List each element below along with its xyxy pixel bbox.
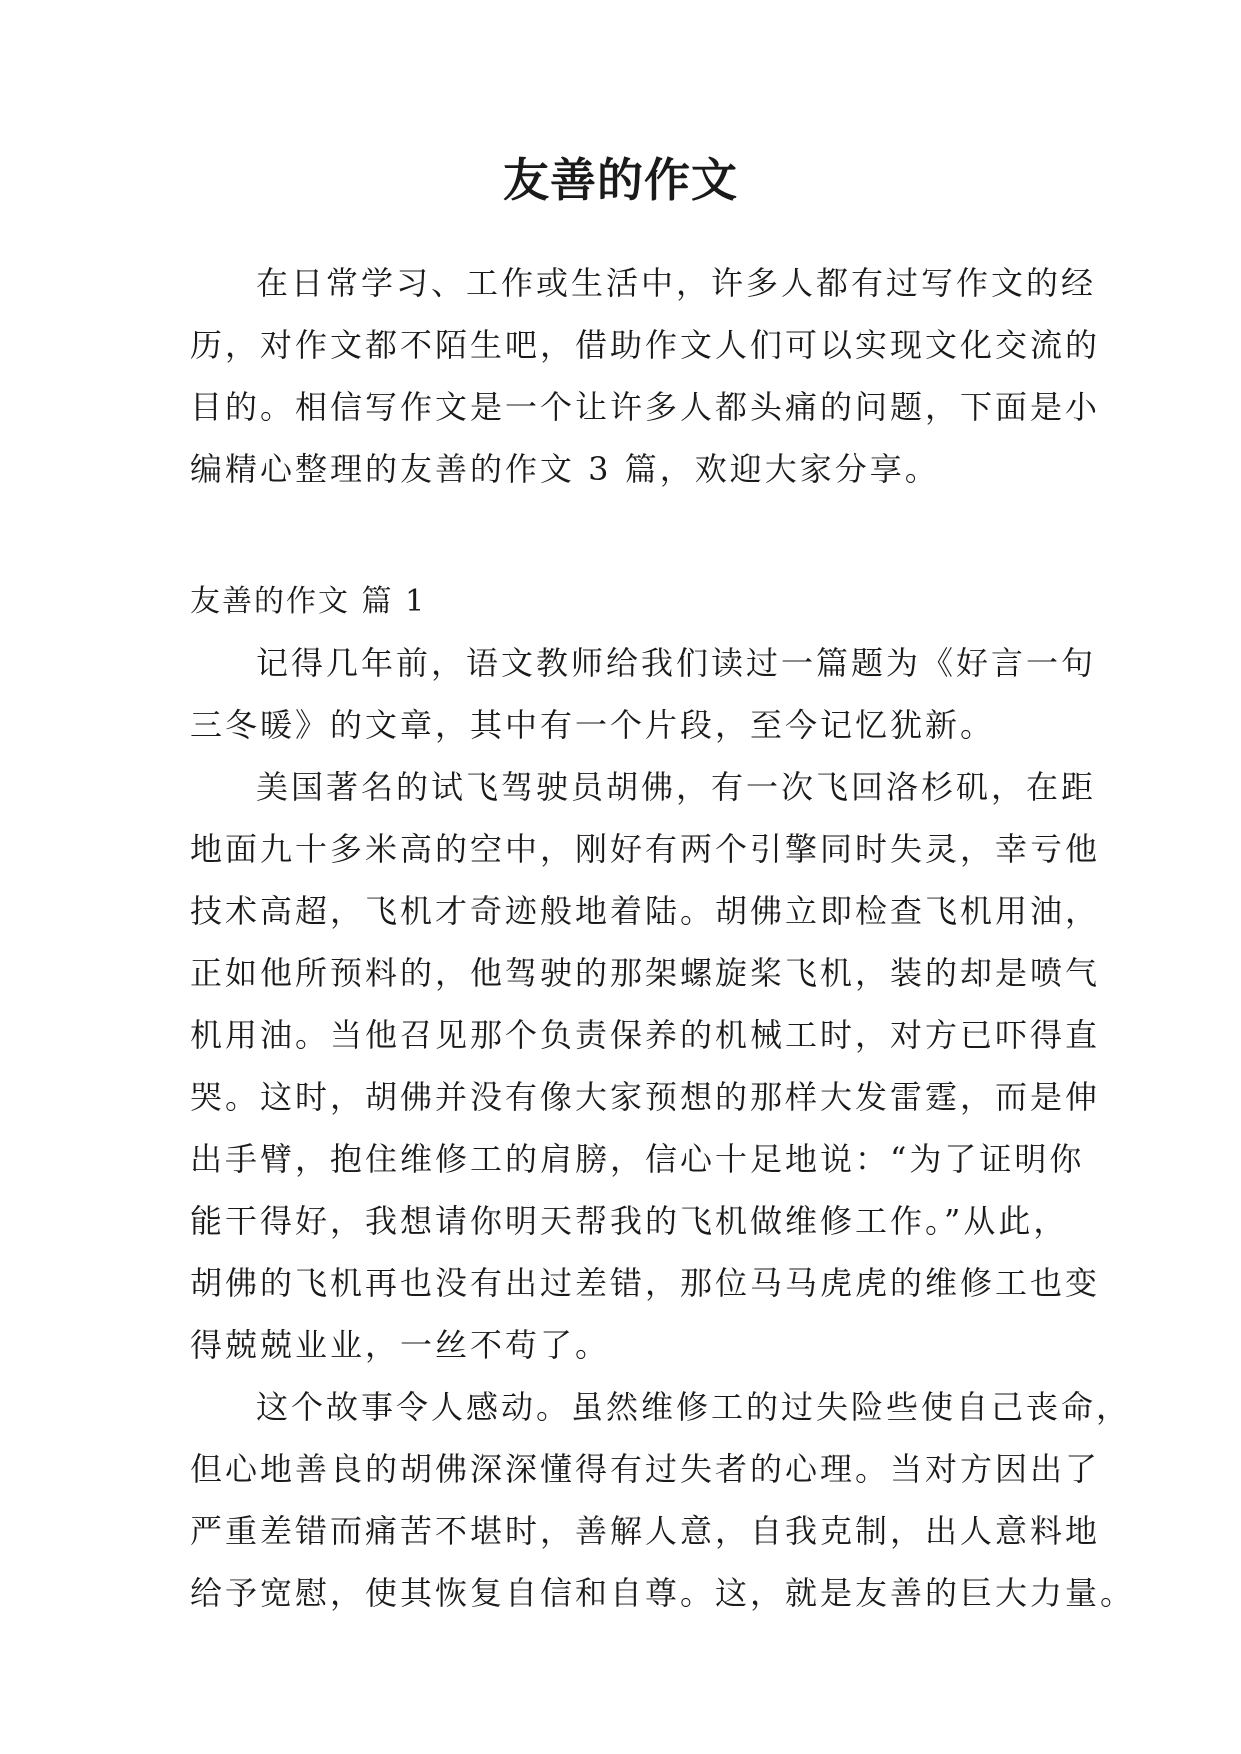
paragraph-line: 美国著名的试飞驾驶员胡佛，有一次飞回洛杉矶，在距 — [256, 768, 1097, 806]
paragraph-line: 正如他所预料的，他驾驶的那架螺旋桨飞机，装的却是喷气 — [190, 954, 1101, 992]
body-paragraph-3 — [190, 1376, 1136, 1624]
paragraph-line: 这个故事令人感动。虽然维修工的过失险些使自己丧命， — [256, 1388, 1132, 1426]
paragraph-line: 得兢兢业业，一丝不苟了。 — [190, 1326, 611, 1364]
document-title: 友善的作文 — [503, 153, 738, 207]
paragraph-line: 三冬暖》的文章，其中有一个片段，至今记忆犹新。 — [190, 706, 996, 744]
body-paragraph-1 — [190, 632, 1097, 756]
paragraph-line: 给予宽慰，使其恢复自信和自尊。这，就是友善的巨大力量。 — [190, 1574, 1136, 1612]
paragraph-line: 但心地善良的胡佛深深懂得有过失者的心理。当对方因出了 — [190, 1450, 1101, 1488]
paragraph-line: 出手臂，抱住维修工的肩膀，信心十足地说：“为了证明你 — [190, 1140, 1085, 1178]
paragraph-line: 机用油。当他召见那个负责保养的机械工时，对方已吓得直 — [190, 1016, 1101, 1054]
intro-line: 目的。相信写作文是一个让许多人都头痛的问题，下面是小 — [190, 388, 1101, 426]
paragraph-line: 技术高超，飞机才奇迹般地着陆。胡佛立即检查飞机用油， — [190, 892, 1101, 930]
body-paragraph-2 — [190, 756, 1101, 1376]
paragraph-line: 胡佛的飞机再也没有出过差错，那位马马虎虎的维修工也变 — [190, 1264, 1101, 1302]
intro-line: 在日常学习、工作或生活中，许多人都有过写作文的经 — [256, 264, 1097, 302]
paragraph-line: 能干得好，我想请你明天帮我的飞机做维修工作。”从此， — [190, 1202, 1069, 1240]
paragraph-line: 严重差错而痛苦不堪时，善解人意，自我克制，出人意料地 — [190, 1512, 1101, 1550]
intro-line: 编精心整理的友善的作文 3 篇，欢迎大家分享。 — [190, 450, 940, 488]
intro-paragraph — [190, 252, 1101, 500]
section-heading: 友善的作文 篇 1 — [190, 584, 427, 619]
paragraph-line: 地面九十多米高的空中，刚好有两个引擎同时失灵，幸亏他 — [190, 830, 1101, 868]
paragraph-line: 记得几年前，语文教师给我们读过一篇题为《好言一句 — [256, 644, 1097, 682]
intro-line: 历，对作文都不陌生吧，借助作文人们可以实现文化交流的 — [190, 326, 1101, 364]
paragraph-line: 哭。这时，胡佛并没有像大家预想的那样大发雷霆，而是伸 — [190, 1078, 1101, 1116]
